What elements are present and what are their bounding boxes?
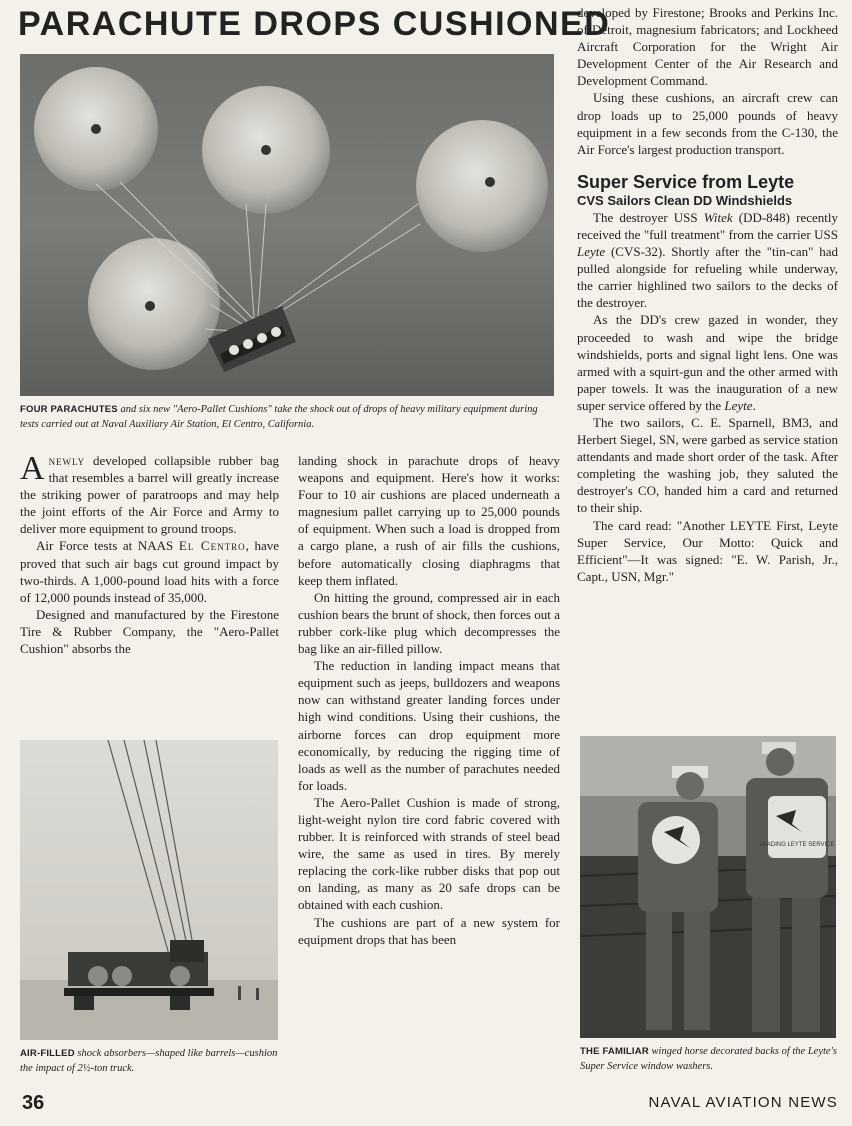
article-paragraph: Air Force tests at NAAS El Centro, have proved that such air bags cut ground impact by two-thirds. A 1,000-pound load hits with a force of 12,000 pounds instead of 35,000. bbox=[20, 538, 279, 605]
article-column-3 bbox=[577, 4, 838, 585]
truck-drop-photo bbox=[20, 740, 278, 1040]
ship-name: Leyte bbox=[577, 244, 606, 260]
headline: PARACHUTE DROPS CUSHIONED bbox=[18, 5, 611, 43]
ship-name: Leyte bbox=[724, 397, 753, 413]
page-number: 36 bbox=[22, 1092, 45, 1114]
parachute-canopy bbox=[88, 238, 220, 370]
section-subtitle: CVS Sailors Clean DD Windshields bbox=[577, 192, 793, 208]
truck-caption bbox=[20, 1046, 280, 1076]
sailors-caption bbox=[580, 1044, 840, 1074]
article-paragraph: developed by Firestone; Brooks and Perkins Inc. of Detroit, magnesium fabricators; and Lockheed Aircraft Corporation for the Wright Air Development Center of the Air Research and Development Command. bbox=[577, 5, 838, 89]
article-paragraph: The destroyer USS Witek (DD-848) recently received the "full treatment" from the carrier USS Leyte (CVS-32). Shortly after the "tin-can" had pulled alongside for refueling while underway, the carrier highlined two sailors to the decks of the destroyer. bbox=[577, 209, 838, 311]
jacket-lettering: LEADING LEYTE SERVICE bbox=[759, 842, 835, 848]
section-title: Super Service from Leyte bbox=[577, 171, 795, 192]
parachute-canopy bbox=[202, 86, 330, 214]
article-paragraph: As the DD's crew gazed in wonder, they proceeded to wash and wipe the bridge windshields, ports and signal light lens. One was armed with a squirt-gun and the other armed with paper towels. It was the inauguration of a new super service offered by the Leyte. bbox=[577, 312, 838, 413]
caption-lead: FOUR PARACHUTES bbox=[20, 404, 118, 415]
article-column-2 bbox=[298, 452, 560, 948]
article-column-1 bbox=[20, 452, 279, 657]
lead-word: newly bbox=[48, 453, 86, 468]
parachute-canopy bbox=[34, 67, 158, 191]
ship-name: Witek bbox=[703, 209, 733, 225]
article-paragraph: landing shock in parachute drops of heavy weapons and equipment. Here's how it works: Four to 10 air cushions are placed underneath a magnesium pallet carrying up to 25,000 pounds of equipment. When such a load is dropped from a cargo plane, a rush of air fills the cushions, before automatically closing diaphragms that keep them inflated. bbox=[298, 453, 560, 588]
caption-lead: AIR-FILLED bbox=[20, 1048, 75, 1059]
drop-cap: A bbox=[20, 450, 45, 487]
article-paragraph: The two sailors, C. E. Sparnell, BM3, and Herbert Siegel, SN, were garbed as service station attendants and made short order of the task. After completing the washing job, they saluted the destroyer's CO, handed him a card and returned to their ship. bbox=[577, 414, 838, 516]
caption-text: and six new "Aero-Pallet Cushions" take the shock out of drops of heavy military equipment during tests carried out at Naval Auxiliary Air Station, El Centro, California. bbox=[20, 404, 538, 430]
article-paragraph: Anewly developed collapsible rubber bag that resembles a barrel will greatly increase the striking power of paratroops and may help the joint efforts of the Air Force and Army to deliver more equipment to ground troops. bbox=[20, 450, 279, 537]
caption-text: shock absorbers—shaped like barrels—cushion the impact of 2½-ton truck. bbox=[20, 1048, 278, 1074]
parachutes-caption bbox=[20, 402, 554, 432]
article-paragraph: The cushions are part of a new system for equipment drops that has been bbox=[298, 914, 560, 947]
article-paragraph: The card read: "Another LEYTE First, Leyte Super Service, Our Motto: Quick and Efficient"—It was signed: "E. W. Parish, Jr., Capt., USN, Mgr." bbox=[577, 517, 838, 584]
article-paragraph: The reduction in landing impact means that equipment such as jeeps, bulldozers and weapons now can withstand greater landing forces under high wind conditions. Using their cushions, the airborne forces can drop equipment more economically, by reducing the rigging time of loads as well as the number of parachutes needed for loads. bbox=[298, 658, 560, 793]
article-paragraph: Designed and manufactured by the Firestone Tire & Rubber Company, the "Aero-Pallet Cushion" absorbs the bbox=[20, 606, 279, 657]
caption-text: winged horse decorated backs of the Leyte's Super Service window washers. bbox=[580, 1046, 837, 1072]
publication-name: NAVAL AVIATION NEWS bbox=[648, 1094, 838, 1111]
article-paragraph: Using these cushions, an aircraft crew can drop loads up to 25,000 pounds of heavy equipment in a few seconds from the C-130, the Air Force's largest production transport. bbox=[577, 90, 838, 157]
article-paragraph: On hitting the ground, compressed air in each cushion bears the brunt of shock, then forces out a rubber cork-like plug which decompresses the bag like an air-filled pillow. bbox=[298, 589, 560, 657]
parachutes-photo bbox=[20, 54, 554, 396]
parachute-canopy bbox=[416, 120, 548, 252]
sailors-photo bbox=[580, 736, 836, 1038]
article-paragraph: The Aero-Pallet Cushion is made of strong, light-weight nylon tire cord fabric covered with rubber. It is reinforced with strands of steel bead wire, the same as used in tires. By merely replacing the cork-like rubber disks that pop out on landing, as many as 20 safe drops can be obtained with each cushion. bbox=[298, 794, 560, 913]
caption-lead: THE FAMILIAR bbox=[580, 1046, 649, 1057]
